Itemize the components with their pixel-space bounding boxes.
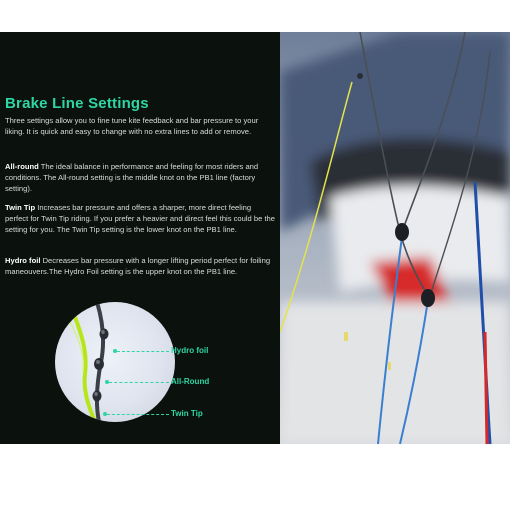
line-marker [388, 362, 391, 370]
bright-background [280, 302, 510, 444]
setting-name: Twin Tip [5, 203, 36, 212]
twin-tip-knot [93, 391, 102, 402]
hydro-foil-callout: Hydro foil [171, 346, 209, 355]
page-title: Brake Line Settings [5, 95, 149, 112]
green-line-highlight [69, 320, 83, 372]
text-panel [0, 32, 280, 444]
bridle-photo-illustration [280, 32, 510, 444]
kite-bridle-photo [280, 32, 510, 444]
knot-illustration [55, 302, 175, 422]
twin-tip-callout: Twin Tip [171, 409, 203, 418]
hydro-foil-knot [100, 329, 109, 340]
twin-tip-leader [107, 414, 169, 415]
knot-closeup-image [55, 302, 175, 422]
brake-line-infographic [0, 32, 510, 444]
pulley-upper [395, 223, 409, 241]
setting-hydro-foil [5, 255, 275, 277]
all-round-knot [94, 358, 104, 370]
setting-name: All-round [5, 162, 39, 171]
line-knot [357, 73, 363, 79]
red-line-segment [485, 332, 487, 444]
hydro-foil-leader [117, 351, 169, 352]
setting-description: The ideal balance in performance and feeling for most riders and conditions. The All-round setting is the middle knot on the PB1 line (factory setting). [5, 162, 259, 193]
setting-description: Increases bar pressure and offers a sharper, more direct feeling perfect for Twin Tip riding. If you prefer a heavier and direct feel this could be the setting for you. The Twin Tip setting is the lower knot on the PB1 line. [5, 203, 276, 234]
intro-text: Three settings allow you to fine tune kite feedback and bar pressure to your liking. It is quick and easy to change with no extra lines to add or remove. [5, 116, 259, 136]
setting-description: Decreases bar pressure with a longer lifting period perfect for foiling maneouvers.The Hydro Foil setting is the upper knot on the PB1 line. [5, 256, 271, 276]
all-round-leader [109, 382, 169, 383]
pulley-lower [421, 289, 435, 307]
setting-name: Hydro foil [5, 256, 41, 265]
all-round-callout: All-Round [171, 377, 210, 386]
setting-all-round [5, 161, 275, 194]
setting-twin-tip [5, 202, 275, 235]
line-marker [344, 332, 348, 341]
